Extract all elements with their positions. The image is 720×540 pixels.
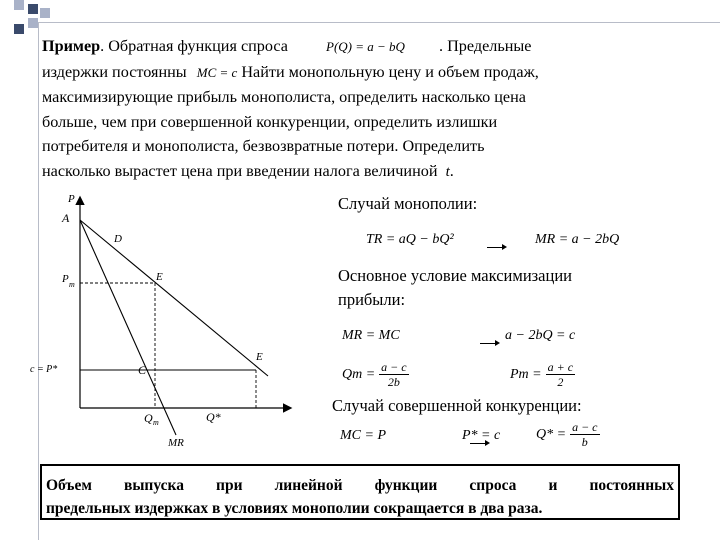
qstar-denominator: b (581, 435, 588, 449)
pm-fraction (546, 360, 575, 389)
qstar-formula (536, 420, 600, 449)
mr-mc-equation: MR = MC (342, 328, 400, 343)
problem-line-6: насколько вырастет цена при введении налога величиной (42, 161, 438, 180)
decor-square (40, 8, 50, 18)
pstar-equation: P* = c (462, 428, 501, 443)
label-d: D (114, 233, 122, 245)
label-pm-sub: m (69, 280, 75, 289)
tax-symbol: t (445, 163, 450, 180)
pm-formula (510, 360, 575, 389)
pm-denominator: 2 (557, 375, 564, 389)
label-qm-sub: m (153, 418, 159, 427)
label-c: C (138, 363, 147, 377)
arrow-icon (480, 339, 502, 347)
problem-line-3: максимизирующие прибыль монополиста, определить насколько цена (42, 88, 526, 106)
problem-label: Пример (42, 37, 101, 55)
mr-formula: MR = a − 2bQ (535, 232, 620, 247)
pm-lhs: Pm = (510, 367, 542, 383)
foc-equation: a − 2bQ = c (505, 328, 576, 343)
problem-text-2: . Предельные (438, 37, 532, 55)
problem-dot: . (100, 37, 105, 55)
label-e2: E (256, 351, 263, 363)
monopoly-graph (28, 190, 328, 450)
problem-end-dot: . (449, 161, 454, 180)
problem-line-5: потребителя и монополиста, безвозвратные потери. Определить (42, 137, 485, 155)
conclusion-line-2: предельных издержках в условиях монополии сокращается в два раза. (46, 500, 543, 517)
label-p: P (68, 193, 75, 205)
max-condition-title-1: Основное условие максимизации (338, 266, 572, 285)
qm-formula (342, 360, 409, 389)
qstar-numerator: a − c (572, 420, 598, 434)
label-a: A (62, 211, 70, 225)
problem-text-1: Обратная функция спроса (108, 37, 288, 55)
max-condition-title-2: прибыли: (338, 290, 406, 309)
qstar-fraction (570, 420, 599, 449)
demand-curve (80, 220, 268, 376)
decor-square (14, 24, 24, 34)
qm-lhs: Qm = (342, 367, 376, 383)
mc-p-equation: MC = P (340, 428, 386, 443)
qm-denominator: 2b (387, 375, 400, 389)
label-mr: MR (168, 437, 184, 449)
problem-text-3: издержки постоянны (42, 62, 187, 81)
qm-numerator: a − c (381, 360, 407, 374)
label-e1: E (156, 271, 163, 283)
pm-numerator: a + c (547, 360, 574, 374)
qm-fraction (379, 360, 408, 389)
decor-square (28, 18, 38, 28)
competition-title: Случай совершенной конкуренции: (332, 396, 582, 415)
problem-line-4: больше, чем при совершенной конкуренции, определить излишки (42, 112, 498, 131)
label-pm: P (62, 273, 69, 285)
top-rule (38, 22, 720, 23)
problem-statement (42, 34, 640, 184)
demand-formula: P(Q) = a − bQ (326, 39, 405, 54)
monopoly-title: Случай монополии: (338, 194, 478, 213)
mr-curve (80, 220, 176, 435)
label-qstar: Q* (206, 410, 221, 424)
arrow-icon (487, 243, 509, 251)
tr-formula: TR = aQ − bQ² (366, 232, 454, 247)
decor-square (14, 0, 24, 10)
qstar-lhs: Q* = (536, 427, 567, 443)
label-c-eq: c = P* (30, 364, 58, 375)
problem-text-4: Найти монопольную цену и объем продаж, (241, 62, 539, 81)
conclusion-box (40, 464, 680, 520)
conclusion-line-1: Объем выпуска при линейной функции спроса и постоянных (46, 477, 674, 494)
decor-square (28, 4, 38, 14)
mc-formula: MC = c (196, 64, 238, 80)
label-qm: Q (144, 411, 153, 425)
